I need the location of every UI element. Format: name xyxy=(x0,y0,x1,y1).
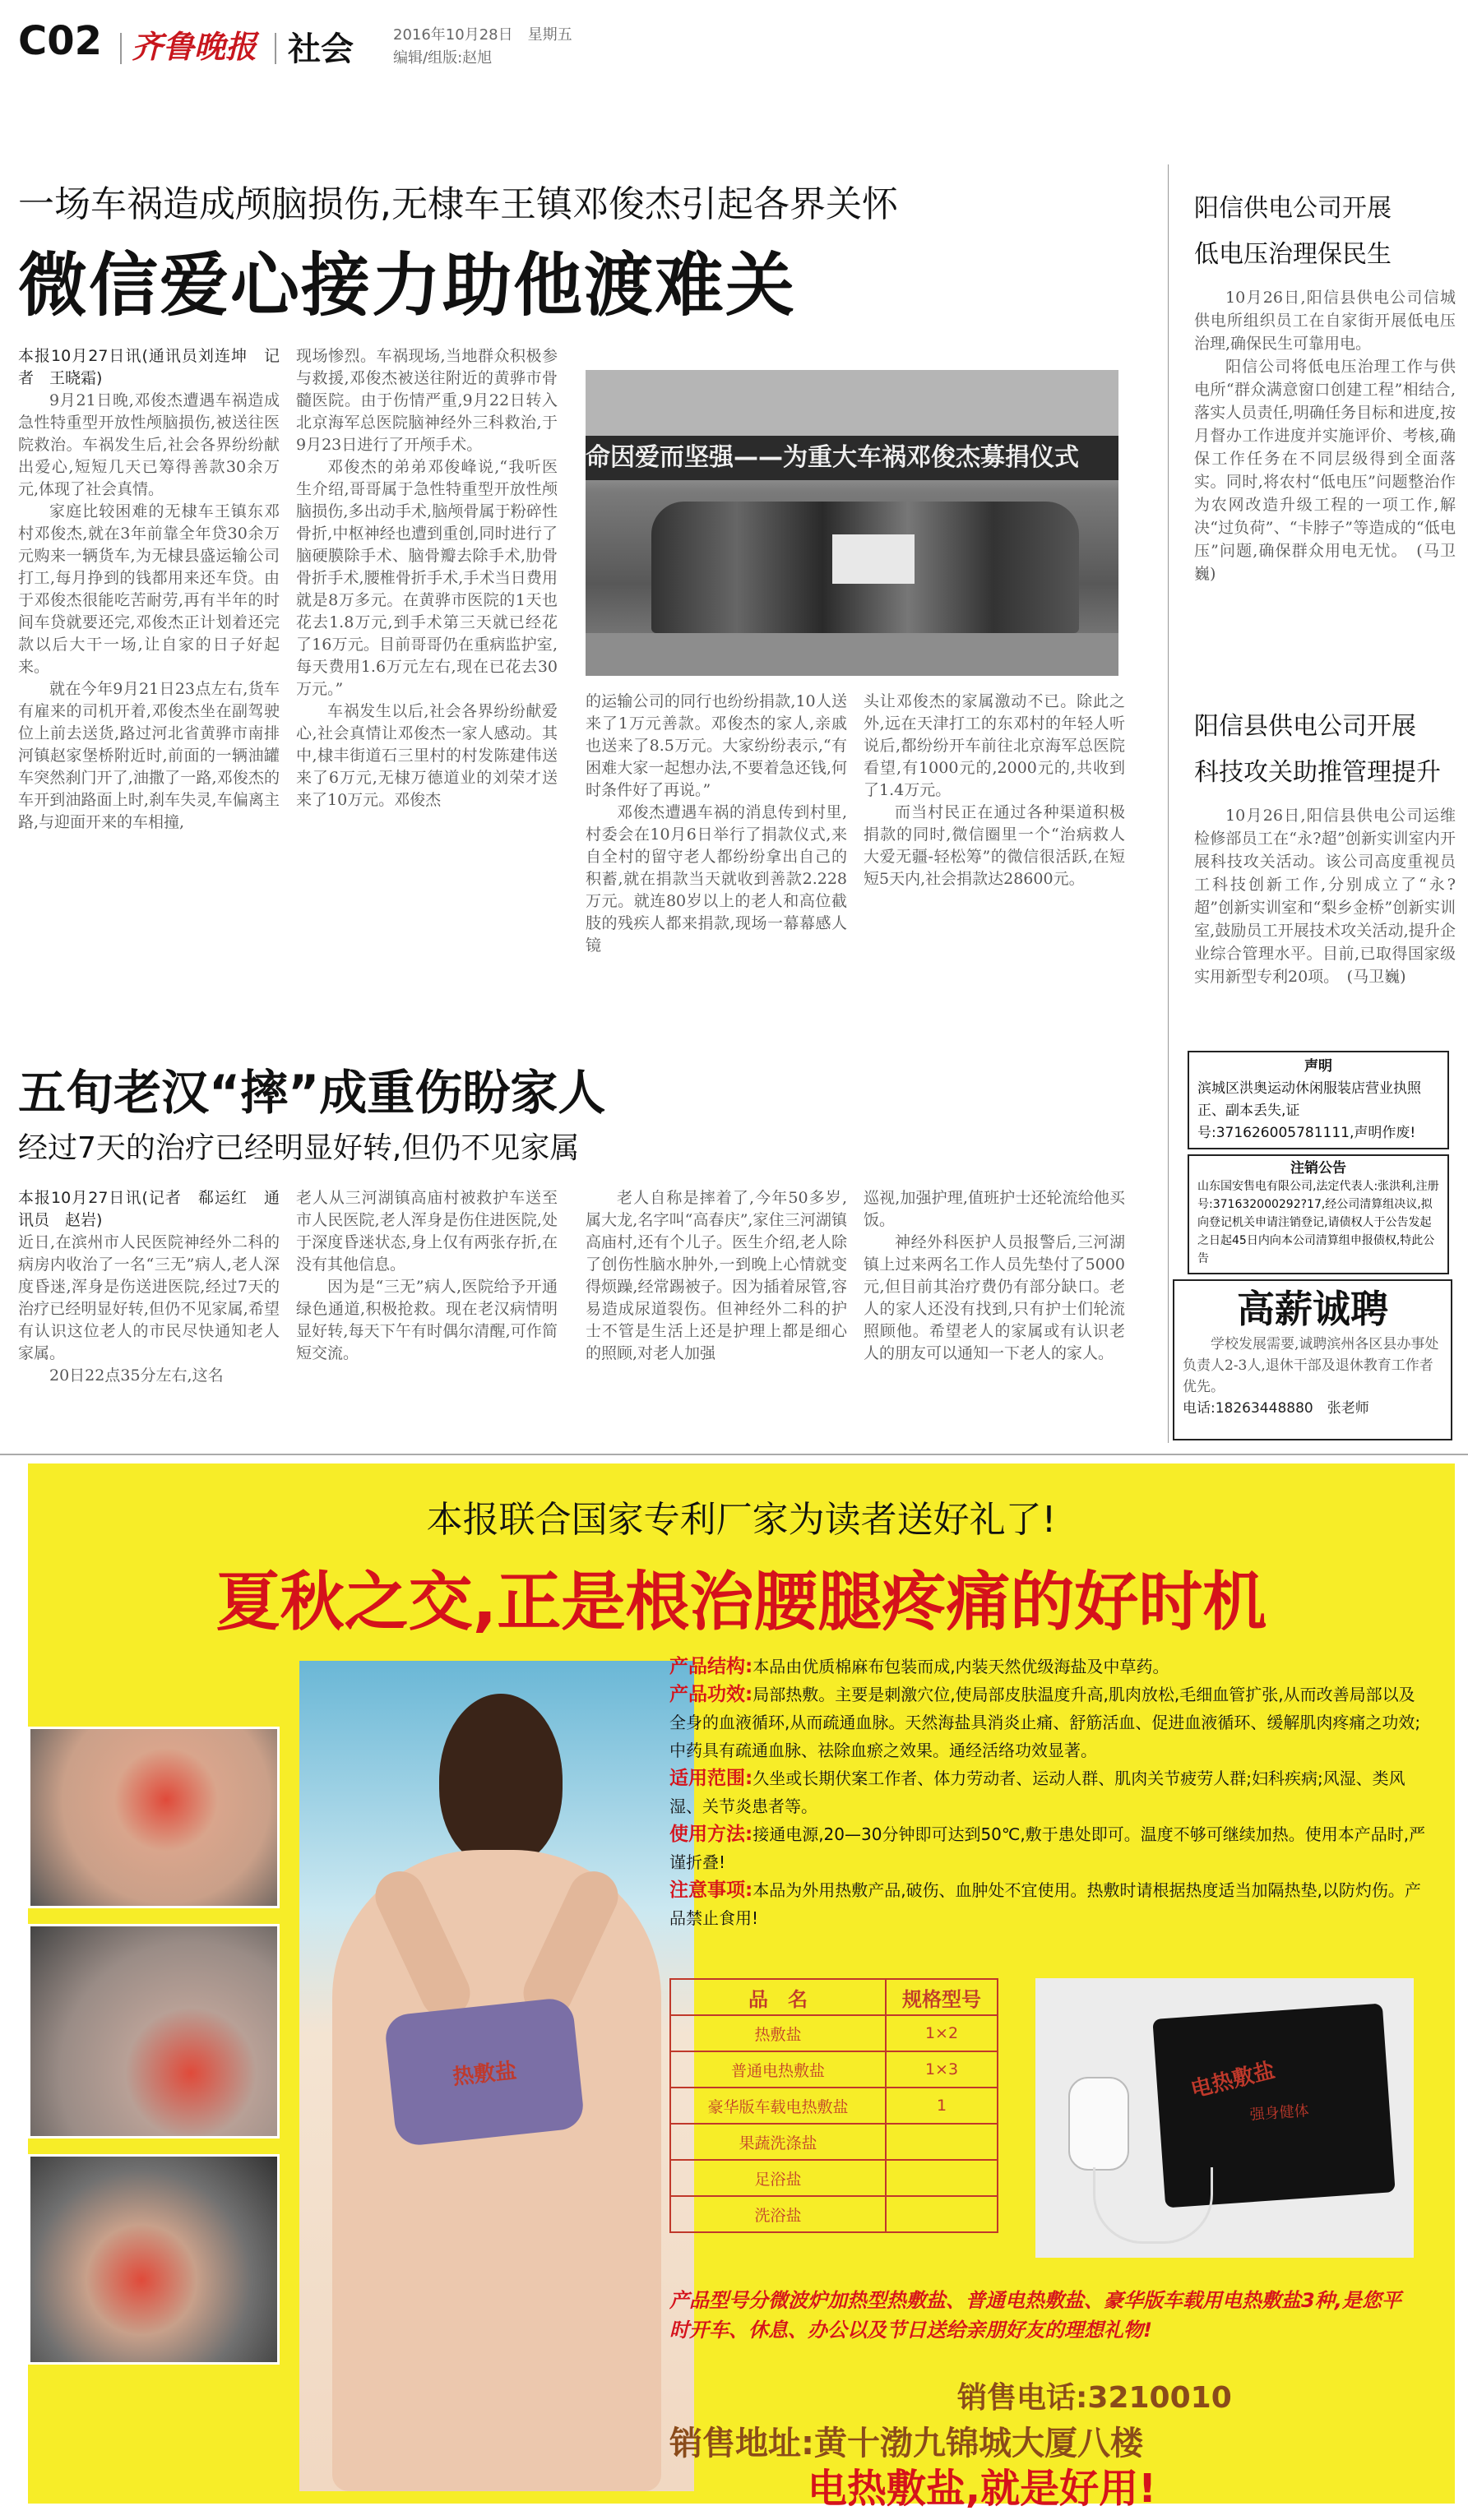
notice-title: 注销公告 xyxy=(1290,1160,1346,1177)
masthead-divider xyxy=(120,33,122,64)
sidebar-story2-body xyxy=(1194,804,1456,988)
model-note: 产品型号分微波炉加热型热敷盐、普通电热敷盐、豪华版车载用电热敷盐3种,是您平时开车、休息、办公以及节日送给亲朋好友的理想礼物! xyxy=(669,2289,1401,2342)
table-cell: 豪华版车载电热敷盐 xyxy=(670,2088,886,2124)
table-cell: 果蔬洗涤盐 xyxy=(670,2124,886,2160)
lead-column-1 xyxy=(18,345,280,1003)
title-line: 阳信供电公司开展 xyxy=(1194,194,1392,223)
product-photo xyxy=(1035,1978,1414,2258)
desc-label: 适用范围: xyxy=(669,1768,753,1789)
job-text: 学校发展需要,诚聘滨州各区县办事处负责人2-3人,退休干部及退休教育工作者优先。 xyxy=(1183,1336,1439,1395)
sales-phone-label: 销售电话: xyxy=(957,2381,1088,2415)
desc-label: 产品结构: xyxy=(669,1656,753,1677)
desc-text: 局部热敷。主要是刺激穴位,使局部皮肤温度升高,肌肉放松,毛细血管扩张,从而改善局部以及全身的血液循环,从而疏通血脉。天然海盐具消炎止痛、舒筋活血、促进血液循环、缓解肌肉疼痛之功效;中药具有疏通血脉、祛除血瘀之效果。通经活络功效显著。 xyxy=(669,1685,1421,1760)
table-cell: 普通电热敷盐 xyxy=(670,2051,886,2088)
sales-address-text: 黄十渤九锦城大厦八楼 xyxy=(814,2425,1143,2462)
table-cell xyxy=(886,2160,998,2196)
photo-donation-box xyxy=(832,534,915,584)
lead-column-2 xyxy=(296,345,558,1003)
paragraph: 家庭比较困难的无棣车王镇东邓村邓俊杰,就在3年前靠全年贷30余万元购来一辆货车,为无棣县盛运输公司打工,每月挣到的钱都用来还车贷。由于邓俊杰很能吃苦耐劳,再有半年的时间车贷就要还完,邓俊杰正计划着还完款以后大干一场,让自家的日子好起来。 xyxy=(18,502,280,676)
issue-date: 2016年10月28日 星期五 xyxy=(393,26,572,44)
job-contact: 电话:18263448880 张老师 xyxy=(1183,1400,1369,1417)
lead-headline: 微信爱心接力助他渡难关 xyxy=(18,245,797,326)
notice-cancellation xyxy=(1188,1154,1449,1274)
table-row xyxy=(670,2088,998,2124)
second-subhead: 经过7天的治疗已经明显好转,但仍不见家属 xyxy=(18,1131,580,1165)
desc-label: 注意事项: xyxy=(669,1880,753,1901)
desc-section xyxy=(669,1764,1426,1820)
table-cell xyxy=(886,2124,998,2160)
section-name: 社会 xyxy=(288,30,354,68)
title-line: 科技攻关助推管理提升 xyxy=(1194,758,1441,787)
second-column-1 xyxy=(18,1187,280,1442)
desc-text: 本品由优质棉麻布包装而成,内装天然优级海盐及中草药。 xyxy=(753,1657,1169,1676)
desc-section xyxy=(669,1681,1426,1764)
editor-credit: 编辑/组版:赵旭 xyxy=(393,49,493,67)
page-number: C02 xyxy=(18,18,103,64)
sidebar-story1-title xyxy=(1194,186,1392,278)
desc-section xyxy=(669,1820,1426,1876)
heating-pad-cord xyxy=(1093,2167,1213,2244)
title-line: 阳信县供电公司开展 xyxy=(1194,712,1416,741)
paragraph: 因为是“三无”病人,医院给予开通绿色通道,积极抢救。现在老汉病情明显好转,每天下午有时偶尔清醒,可作简短交流。 xyxy=(296,1278,558,1362)
title-line: 低电压治理保民生 xyxy=(1194,240,1392,269)
ad-headline: 夏秋之交,正是根治腰腿疼痛的好时机 xyxy=(215,1565,1267,1639)
lead-byline: 本报10月27日讯(通讯员刘连坤 记者 王晓霜) xyxy=(18,347,280,387)
paragraph: 阳信公司将低电压治理工作与供电所“群众满意窗口创建工程”相结合,落实人员责任,明确任务目标和进度,按月督办工作进度并实施评价、考核,确保工作任务在不同层级得到全面落实。同时,将农村“低电压”问题整治作为农网改造升级工程的一项工作,解决“过负荷”、“卡脖子”等造成的“低电压”问题,确保群众用电无忧。 (马卫巍) xyxy=(1194,358,1456,583)
paragraph: 头让邓俊杰的家属激动不已。除此之外,远在天津打工的东邓村的年轻人听说后,都纷纷开车前往北京海军总医院看望,有1000元的,2000元的,共收到了1.4万元。 xyxy=(864,692,1125,799)
desc-text: 本品为外用热敷产品,破伤、血肿处不宜使用。热敷时请根据热度适当加隔热垫,以防灼伤。产品禁止食用! xyxy=(669,1880,1421,1928)
second-column-4 xyxy=(864,1187,1125,1442)
paragraph: 就在今年9月21日23点左右,货车有雇来的司机开着,邓俊杰坐在副驾驶位上前去送货,路过河北省黄骅市南排河镇赵家堡桥附近时,前面的一辆油罐车突然刹门开了,油撒了一路,邓俊杰的车开到油路面上时,刹车失灵,车偏离主路,与迎面开来的车相撞, xyxy=(18,680,280,831)
table-cell: 1×3 xyxy=(886,2051,998,2088)
paragraph: 而当村民正在通过各种渠道积极捐款的同时,微信圈里一个“治病救人大爱无疆-轻松筹”的微信很活跃,在短短5天内,社会捐款达28600元。 xyxy=(864,803,1125,888)
salt-pad-label: 热敷盐 xyxy=(451,2058,518,2090)
paragraph: 邓俊杰遭遇车祸的消息传到村里,村委会在10月6日举行了捐款仪式,来自全村的留守老人都纷纷拿出自己的积蓄,就在捐款当天就收到善款2.228万元。就连80岁以上的老人和高位截肢的残疾人都来捐款,现场一幕幕感人镜 xyxy=(586,803,847,955)
desc-section xyxy=(669,1876,1426,1932)
table-cell xyxy=(886,2196,998,2232)
desc-text: 久坐或长期伏案工作者、体力劳动者、运动人群、肌肉关节疲劳人群;妇科疾病;风湿、类风湿、关节炎患者等。 xyxy=(669,1769,1405,1816)
paragraph: 10月26日,阳信县供电公司运维检修部员工在“永?超”创新实训室内开展科技攻关活动。该公司高度重视员工科技创新工作,分别成立了“永?超”创新实训室和“梨乡金桥”创新实训室,鼓励员工开展技术攻关活动,提升企业综合管理水平。目前,已取得国家级实用新型专利20项。 (马卫巍) xyxy=(1194,807,1456,986)
ad-top-line: 本报联合国家专利厂家为读者送好礼了! xyxy=(426,1499,1057,1541)
desc-section xyxy=(669,1653,1426,1681)
sales-phone-number: 3210010 xyxy=(1087,2381,1232,2415)
table-header: 规格型号 xyxy=(886,1979,998,2015)
notice-text: 山东国安售电有限公司,法定代表人:张洪利,注册号:371632000292?17,经公司清算组决议,拟向登记机关申请注销登记,请债权人于公告发起之日起45日内向本公司清算组申报债权,特此公告 xyxy=(1197,1180,1439,1265)
sales-phone xyxy=(957,2374,1232,2416)
paragraph: 的运输公司的同行也纷纷捐款,10人送来了1万元善款。邓俊杰的家人,亲戚也送来了8.5万元。大家纷纷表示,“有困难大家一起想办法,不要着急还钱,何时条件好了再说。” xyxy=(586,692,847,799)
sales-address-label: 销售地址: xyxy=(669,2425,814,2462)
newspaper-logo: 齐鲁晚报 xyxy=(132,28,257,65)
table-row xyxy=(670,2196,998,2232)
second-byline: 本报10月27日讯(记者 郗运红 通讯员 赵岩) xyxy=(18,1189,280,1229)
paragraph: 邓俊杰的弟弟邓俊峰说,“我听医生介绍,哥哥属于急性特重型开放性颅脑损伤,多出动手术,脑颅骨属于粉碎性骨折,中枢神经也遭到重创,同时进行了脑硬膜除手术、脑骨瓣去除手术,肋骨骨折手术,腰椎骨折手术,手术当日费用就是8万多元。在黄骅市医院的1天也花去1.8万元,到手术第三天就已经花了16万元。目前哥哥仍在重病监护室,每天费用1.6万元左右,现在已花去30万元。” xyxy=(296,458,558,698)
table-cell: 洗浴盐 xyxy=(670,2196,886,2232)
table-row xyxy=(670,2160,998,2196)
paragraph: 20日22点35分左右,这名 xyxy=(49,1366,224,1385)
paragraph: 巡视,加强护理,值班护士还轮流给他买饭。 xyxy=(864,1189,1125,1229)
salt-pad-advertisement xyxy=(28,1463,1455,2512)
job-title: 高薪诚聘 xyxy=(1237,1287,1388,1331)
desc-label: 使用方法: xyxy=(669,1824,753,1845)
second-column-2 xyxy=(296,1187,558,1442)
paragraph: 车祸发生以后,社会各界纷纷献爱心,社会真情让邓俊杰一家人感动。其中,棣丰街道石三里村的村发陈建伟送来了6万元,无棣万德道业的刘荣才送来了10万元。邓俊杰 xyxy=(296,702,558,809)
paragraph: 老人从三河湖镇高庙村被救护车送至市人民医院,老人浑身是伤住进医院,处于深度昏迷状态,身上仅有两张存折,在没有其他信息。 xyxy=(296,1189,558,1274)
notice-title: 声明 xyxy=(1304,1058,1332,1075)
inset-knee-pain xyxy=(28,2154,280,2365)
heating-pad-controller xyxy=(1068,2077,1129,2171)
paragraph: 近日,在滨州市人民医院神经外二科的病房内收治了一名“三无”病人,老人深度昏迷,浑身是伤送进医院,经过7天的治疗已经明显好转,但仍不见家属,希望有认识这位老人的市民尽快通知老人家属。 xyxy=(18,1233,280,1362)
desc-text: 接通电源,20—30分钟即可达到50℃,敷于患处即可。温度不够可继续加热。使用本产品时,严谨折叠! xyxy=(669,1824,1426,1872)
desc-label: 产品功效: xyxy=(669,1684,753,1705)
lead-kicker: 一场车祸造成颅脑损伤,无棣车王镇邓俊杰引起各界关怀 xyxy=(18,183,898,225)
job-advert xyxy=(1173,1279,1452,1440)
ad-slogan: 电热敷盐,就是好用! xyxy=(807,2466,1157,2512)
table-header: 品 名 xyxy=(670,1979,886,2015)
photo-banner: 命因爱而坚强——为重大车祸邓俊杰募捐仪式 xyxy=(586,436,1118,480)
model-hair xyxy=(439,1694,563,1866)
salt-pad xyxy=(383,1996,585,2147)
heating-pad-subtitle: 强身健体 xyxy=(1249,2102,1310,2125)
table-cell: 1 xyxy=(886,2088,998,2124)
model-back xyxy=(332,1850,661,2491)
paragraph: 老人自称是摔着了,今年50多岁,属大龙,名字叫“高春庆”,家住三河湖镇高庙村,还有个儿子。医生介绍,老人除了创伤性脑水肿外,一到晚上心情就变得烦躁,经常踢被子。因为插着尿管,容易造成尿道裂伤。但神经外二科的护士不管是生活上还是护理上都是细心的照顾,对老人加强 xyxy=(586,1189,847,1362)
notice-declaration xyxy=(1188,1051,1449,1149)
sidebar-story2-title xyxy=(1194,704,1441,796)
table-cell: 热敷盐 xyxy=(670,2015,886,2051)
paragraph: 神经外科医护人员报警后,三河湖镇上过来两名工作人员先垫付了5000元,但目前其治疗费仍有部分缺口。老人的家人还没有找到,只有护士们轮流照顾他。希望老人的家属或有认识老人的朋友可以通知一下老人的家人。 xyxy=(864,1233,1125,1362)
product-description xyxy=(669,1653,1426,1932)
product-table xyxy=(669,1978,998,2233)
sidebar-story1-body xyxy=(1194,286,1456,585)
paragraph: 9月21日晚,邓俊杰遭遇车祸造成急性特重型开放性颅脑损伤,被送往医院救治。车祸发生后,社会各界纷纷献出爱心,短短几天已筹得善款30余万元,体现了社会真情。 xyxy=(18,391,280,498)
paragraph: 现场惨烈。车祸现场,当地群众积极参与救援,邓俊杰被送往附近的黄骅市骨髓医院。由于伤情严重,9月22日转入北京海军总医院脑神经外三科救治,于9月23日进行了开颅手术。 xyxy=(296,347,558,454)
lead-column-3 xyxy=(586,691,847,1003)
heating-pad-label: 电热敷盐 xyxy=(1188,2058,1278,2103)
photo-ground xyxy=(586,633,1118,676)
table-cell: 足浴盐 xyxy=(670,2160,886,2196)
table-cell: 1×2 xyxy=(886,2015,998,2051)
sidebar-divider xyxy=(1168,164,1169,1443)
model-photo xyxy=(299,1661,694,2491)
table-row xyxy=(670,2051,998,2088)
table-row xyxy=(670,2124,998,2160)
notice-text: 滨城区洪奥运动休闲服装店营业执照正、副本丢失,证号:371626005781111,声明作废! xyxy=(1197,1080,1421,1141)
news-photo xyxy=(586,370,1118,676)
table-header-row xyxy=(670,1979,998,2015)
table-row xyxy=(670,2015,998,2051)
inset-shoulder-pain xyxy=(28,1727,280,1908)
ad-top-divider xyxy=(0,1454,1468,1455)
masthead-divider xyxy=(275,33,276,64)
inset-back-pain xyxy=(28,1924,280,2139)
lead-column-4 xyxy=(864,691,1125,1003)
second-headline: 五旬老汉“摔”成重伤盼家人 xyxy=(18,1065,606,1121)
paragraph: 10月26日,阳信县供电公司信城供电所组织员工在自家街开展低电压治理,确保民生可靠用电。 xyxy=(1194,289,1456,353)
second-column-3 xyxy=(586,1187,847,1442)
